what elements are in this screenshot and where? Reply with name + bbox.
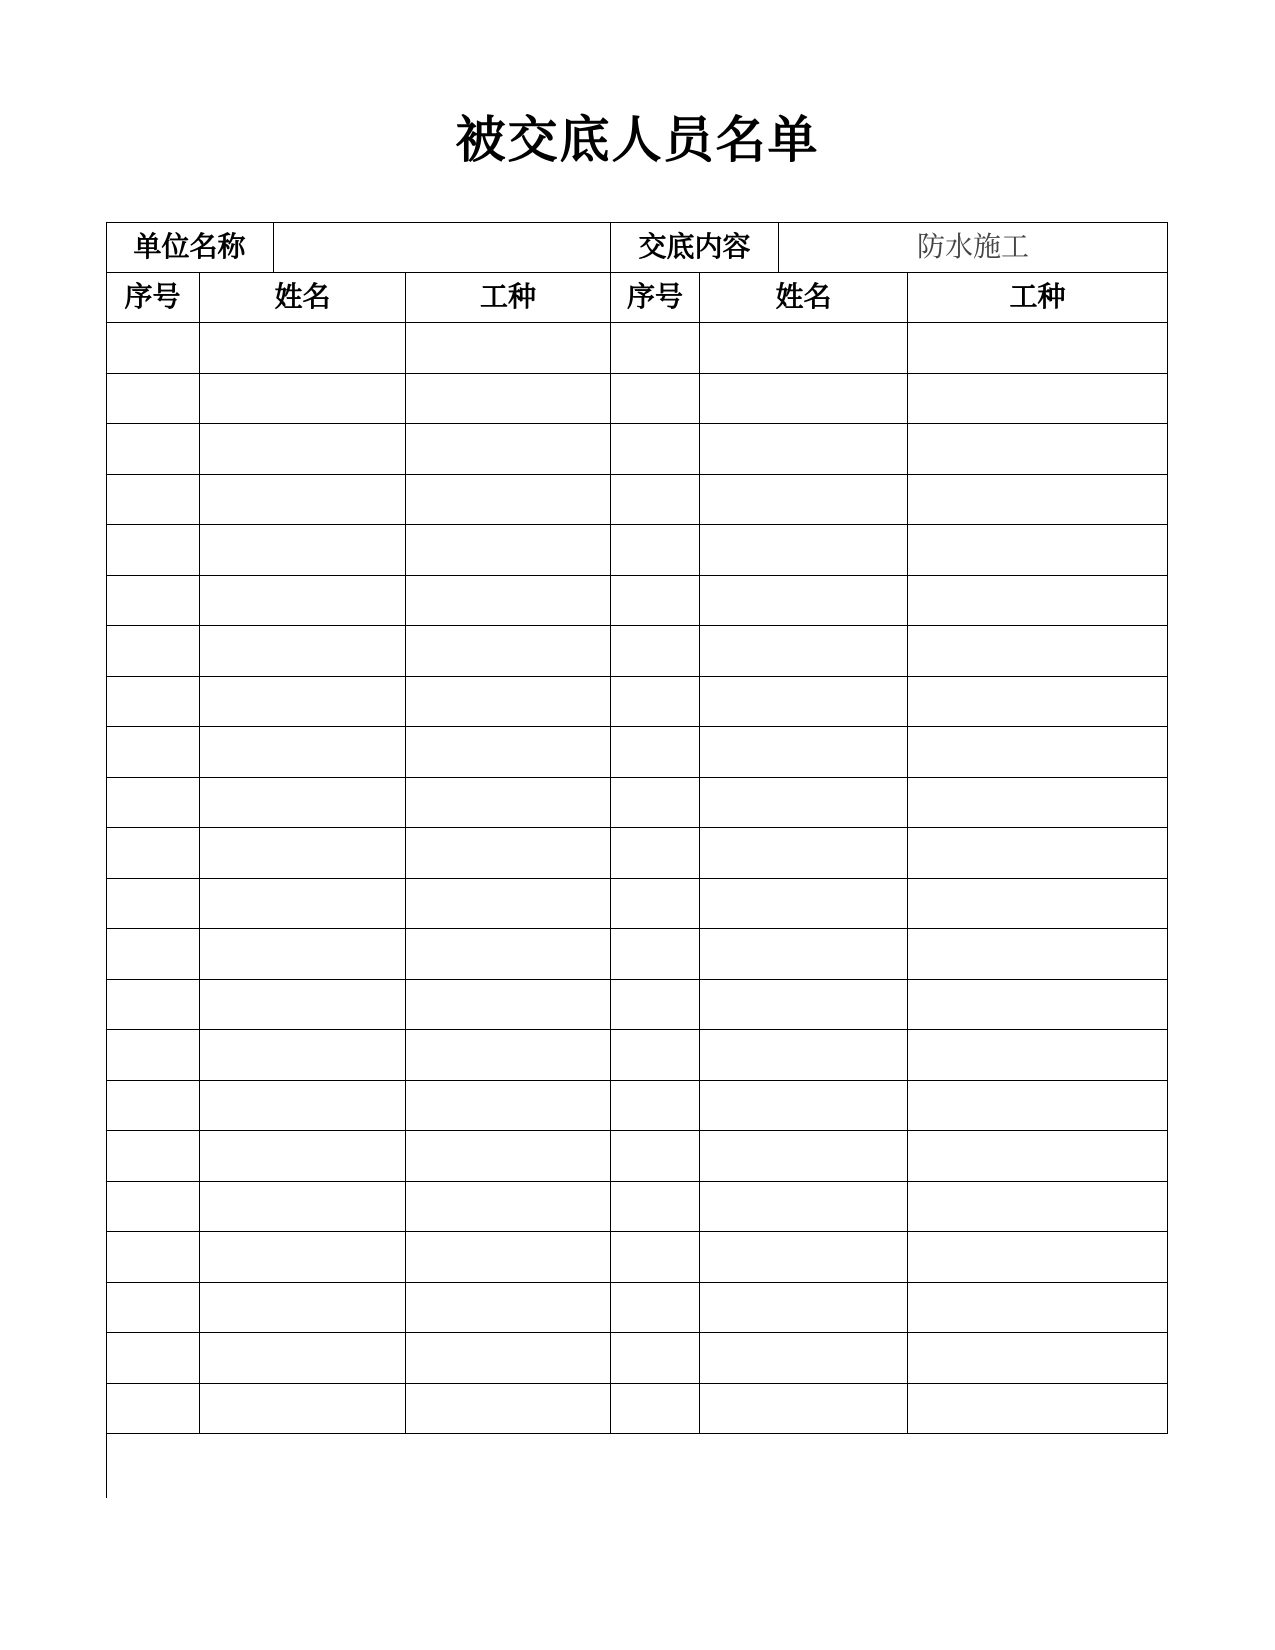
table-cell-name-right[interactable] xyxy=(700,323,908,374)
table-cell-name-left[interactable] xyxy=(200,929,406,980)
column-header-index-right: 序号 xyxy=(611,273,700,324)
table-cell-trade-left[interactable] xyxy=(406,1333,611,1384)
table-cell-name-left[interactable] xyxy=(200,323,406,374)
table-cell-name-left[interactable] xyxy=(200,828,406,879)
table-cell-trade-left[interactable] xyxy=(406,1283,611,1334)
table-cell-trade-right[interactable] xyxy=(908,1283,1168,1334)
column-header-name-right: 姓名 xyxy=(700,273,908,324)
table-cell-index-right[interactable] xyxy=(611,1232,700,1283)
table-cell-name-right[interactable] xyxy=(700,1081,908,1132)
table-cell-name-right[interactable] xyxy=(700,727,908,778)
table-cell-trade-left[interactable] xyxy=(406,475,611,526)
table-cell-name-right[interactable] xyxy=(700,980,908,1031)
table-cell-name-right[interactable] xyxy=(700,475,908,526)
table-cell-trade-right[interactable] xyxy=(908,1232,1168,1283)
table-cell-trade-right[interactable] xyxy=(908,929,1168,980)
table-cell-index-right[interactable] xyxy=(611,1182,700,1233)
table-cell-name-right[interactable] xyxy=(700,879,908,930)
table-cell-index-right[interactable] xyxy=(611,1283,700,1334)
table-cell-index-left[interactable] xyxy=(106,374,200,425)
table-cell-trade-left[interactable] xyxy=(406,1384,611,1435)
table-cell-index-left[interactable] xyxy=(106,929,200,980)
table-cell-trade-left[interactable] xyxy=(406,374,611,425)
table-cell-index-right[interactable] xyxy=(611,727,700,778)
personnel-table xyxy=(106,222,1168,1498)
table-cell-name-left[interactable] xyxy=(200,1182,406,1233)
table-cell-index-right[interactable] xyxy=(611,424,700,475)
table-cell-index-left[interactable] xyxy=(106,1182,200,1233)
table-cell-trade-left[interactable] xyxy=(406,727,611,778)
table-cell-trade-left[interactable] xyxy=(406,626,611,677)
table-cell-index-left[interactable] xyxy=(106,980,200,1031)
table-cell-index-right[interactable] xyxy=(611,475,700,526)
table-cell-trade-right[interactable] xyxy=(908,1030,1168,1081)
table-cell-trade-right[interactable] xyxy=(908,879,1168,930)
table-cell-trade-left[interactable] xyxy=(406,525,611,576)
table-cell-trade-left[interactable] xyxy=(406,1232,611,1283)
table-cell-name-right[interactable] xyxy=(700,1182,908,1233)
table-cell-index-right[interactable] xyxy=(611,1081,700,1132)
table-cell-index-left[interactable] xyxy=(106,677,200,728)
table-cell-trade-right[interactable] xyxy=(908,1131,1168,1182)
table-cell-name-right[interactable] xyxy=(700,424,908,475)
table-cell-index-right[interactable] xyxy=(611,323,700,374)
unit-name-field[interactable] xyxy=(274,222,611,273)
table-cell-name-right[interactable] xyxy=(700,626,908,677)
table-cell-trade-right[interactable] xyxy=(908,576,1168,627)
table-cell-name-left[interactable] xyxy=(200,778,406,829)
table-cell-name-left[interactable] xyxy=(200,677,406,728)
table-cell-trade-right[interactable] xyxy=(908,1081,1168,1132)
table-cell-index-right[interactable] xyxy=(611,626,700,677)
table-cell-index-left[interactable] xyxy=(106,1333,200,1384)
table-cell-index-right[interactable] xyxy=(611,778,700,829)
table-cell-index-right[interactable] xyxy=(611,1333,700,1384)
column-header-trade-left: 工种 xyxy=(406,273,611,324)
table-cell-index-right[interactable] xyxy=(611,929,700,980)
table-cell-index-left[interactable] xyxy=(106,576,200,627)
column-header-index-left: 序号 xyxy=(106,273,200,324)
table-cell-trade-left[interactable] xyxy=(406,1182,611,1233)
table-cell-trade-right[interactable] xyxy=(908,374,1168,425)
table-cell-name-left[interactable] xyxy=(200,1283,406,1334)
table-cell-name-right[interactable] xyxy=(700,1131,908,1182)
table-cell-name-left[interactable] xyxy=(200,576,406,627)
table-cell-name-right[interactable] xyxy=(700,576,908,627)
table-cell-index-right[interactable] xyxy=(611,1384,700,1435)
table-cell-name-right[interactable] xyxy=(700,828,908,879)
table-cell-index-right[interactable] xyxy=(611,980,700,1031)
table-cell-index-left[interactable] xyxy=(106,475,200,526)
page-title: 被交底人员名单 xyxy=(455,110,820,169)
table-cell-name-right[interactable] xyxy=(700,1232,908,1283)
table-cell-trade-right[interactable] xyxy=(908,1182,1168,1233)
table-cell-trade-left[interactable] xyxy=(406,929,611,980)
briefing-content-field[interactable]: 防水施工 xyxy=(779,222,1168,273)
table-cell-index-left[interactable] xyxy=(106,525,200,576)
table-cell-index-left[interactable] xyxy=(106,1384,200,1435)
table-cell-trade-right[interactable] xyxy=(908,475,1168,526)
table-cell-name-left[interactable] xyxy=(200,424,406,475)
table-cell-trade-left[interactable] xyxy=(406,677,611,728)
table-cell-trade-left[interactable] xyxy=(406,828,611,879)
table-cell-name-right[interactable] xyxy=(700,778,908,829)
table-cell-index-right[interactable] xyxy=(611,525,700,576)
table-cell-index-left[interactable] xyxy=(106,879,200,930)
table-cell-index-right[interactable] xyxy=(611,879,700,930)
table-cell-index-left[interactable] xyxy=(106,1081,200,1132)
table-cell-trade-left[interactable] xyxy=(406,576,611,627)
table-cell-name-left[interactable] xyxy=(200,1081,406,1132)
table-cell-trade-left[interactable] xyxy=(406,424,611,475)
table-cell-trade-left[interactable] xyxy=(406,1081,611,1132)
table-cell-trade-right[interactable] xyxy=(908,727,1168,778)
table-cell-name-right[interactable] xyxy=(700,1030,908,1081)
table-cell-trade-right[interactable] xyxy=(908,828,1168,879)
table-cell-trade-right[interactable] xyxy=(908,677,1168,728)
table-cell-index-left[interactable] xyxy=(106,323,200,374)
table-cell-name-left[interactable] xyxy=(200,1384,406,1435)
table-cell-name-left[interactable] xyxy=(200,374,406,425)
table-cell-name-right[interactable] xyxy=(700,1283,908,1334)
table-cell-trade-left[interactable] xyxy=(406,778,611,829)
table-cell-trade-right[interactable] xyxy=(908,980,1168,1031)
table-cell-name-right[interactable] xyxy=(700,374,908,425)
table-cell-name-left[interactable] xyxy=(200,475,406,526)
table-cell-trade-right[interactable] xyxy=(908,1384,1168,1435)
table-cell-index-right[interactable] xyxy=(611,1131,700,1182)
table-cell-trade-left[interactable] xyxy=(406,323,611,374)
table-cell-name-right[interactable] xyxy=(700,677,908,728)
table-cell-name-right[interactable] xyxy=(700,1333,908,1384)
table-cell-trade-left[interactable] xyxy=(406,980,611,1031)
table-cell-trade-left[interactable] xyxy=(406,1131,611,1182)
table-cell-index-left[interactable] xyxy=(106,828,200,879)
table-cell-trade-right[interactable] xyxy=(908,424,1168,475)
table-cell-index-left[interactable] xyxy=(106,626,200,677)
unit-name-label: 单位名称 xyxy=(106,222,274,273)
briefing-content-label: 交底内容 xyxy=(611,222,779,273)
table-cell-index-right[interactable] xyxy=(611,1030,700,1081)
table-cell-index-left[interactable] xyxy=(106,424,200,475)
table-cell-name-left[interactable] xyxy=(200,525,406,576)
table-cell-trade-right[interactable] xyxy=(908,626,1168,677)
table-cell-index-left[interactable] xyxy=(106,1232,200,1283)
table-cell-trade-left[interactable] xyxy=(406,879,611,930)
table-cell-name-right[interactable] xyxy=(700,1384,908,1435)
table-cell-trade-right[interactable] xyxy=(908,323,1168,374)
column-header-trade-right: 工种 xyxy=(908,273,1168,324)
table-cell-name-right[interactable] xyxy=(700,929,908,980)
table-cell-trade-right[interactable] xyxy=(908,525,1168,576)
table-cell-index-left[interactable] xyxy=(106,778,200,829)
table-cell-index-left[interactable] xyxy=(106,1283,200,1334)
table-cell-name-left[interactable] xyxy=(200,1333,406,1384)
table-cell-trade-right[interactable] xyxy=(908,778,1168,829)
table-cell-index-left[interactable] xyxy=(106,1030,200,1081)
column-header-name-left: 姓名 xyxy=(200,273,406,324)
table-cell-name-left[interactable] xyxy=(200,879,406,930)
table-cell-index-right[interactable] xyxy=(611,677,700,728)
table-cell-index-right[interactable] xyxy=(611,828,700,879)
table-cell-trade-right[interactable] xyxy=(908,1333,1168,1384)
table-cell-name-right[interactable] xyxy=(700,525,908,576)
table-cell-name-left[interactable] xyxy=(200,980,406,1031)
table-cell-trade-left[interactable] xyxy=(406,1030,611,1081)
table-cell-name-left[interactable] xyxy=(200,727,406,778)
table-cell-name-left[interactable] xyxy=(200,626,406,677)
table-cell-name-left[interactable] xyxy=(200,1232,406,1283)
table-cell-name-left[interactable] xyxy=(200,1030,406,1081)
table-cell-index-right[interactable] xyxy=(611,576,700,627)
table-cell-name-left[interactable] xyxy=(200,1131,406,1182)
table-cell-index-right[interactable] xyxy=(611,374,700,425)
table-cell-index-left[interactable] xyxy=(106,727,200,778)
table-cell-index-left[interactable] xyxy=(106,1131,200,1182)
